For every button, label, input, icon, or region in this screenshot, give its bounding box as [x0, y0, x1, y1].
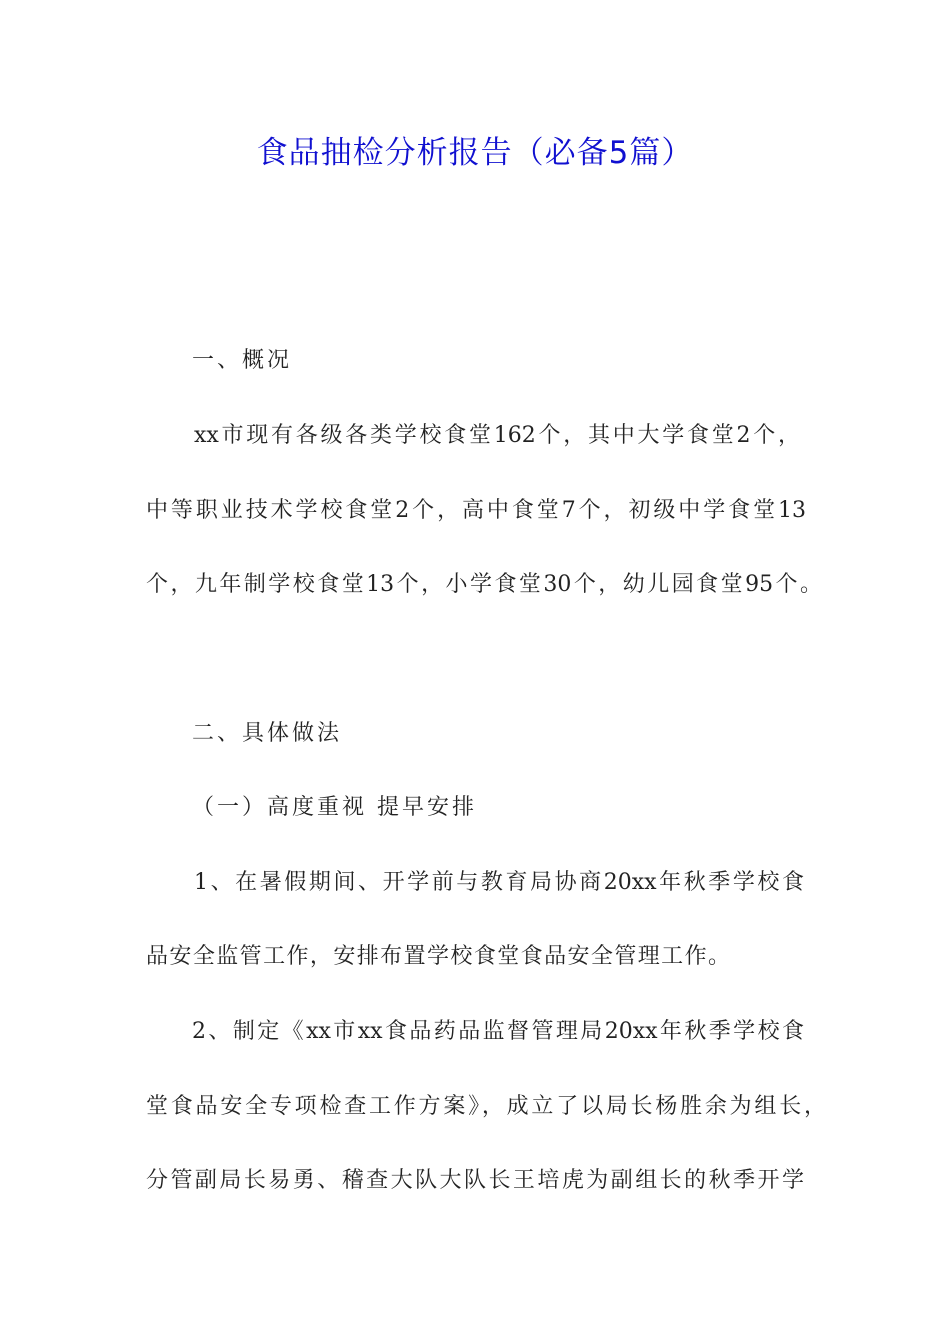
- paragraph-line: xx市现有各级各类学校食堂162个，其中大学食堂2个，: [194, 423, 800, 448]
- subsection-heading: （一）高度重视 提早安排: [192, 795, 477, 820]
- paragraph-line: 2、制定《xx市xx食品药品监督管理局20xx年秋季学校食: [192, 1019, 804, 1044]
- section-heading-overview: 一、概况: [192, 348, 293, 373]
- document-title: 食品抽检分析报告（必备5篇）: [256, 135, 694, 171]
- paragraph-line: 品安全监管工作，安排布置学校食堂食品安全管理工作。: [146, 944, 730, 969]
- paragraph-line: 堂食品安全专项检查工作方案》，成立了以局长杨胜余为组长，: [146, 1094, 826, 1119]
- paragraph-line: 1、在暑假期间、开学前与教育局协商20xx年秋季学校食: [194, 870, 804, 895]
- paragraph-line: 个，九年制学校食堂13个，小学食堂30个，幼儿园食堂95个。: [146, 572, 822, 597]
- paragraph-line: 分管副局长易勇、稽查大队大队长王培虎为副组长的秋季开学: [146, 1168, 804, 1193]
- section-heading-methods: 二、具体做法: [192, 721, 343, 746]
- paragraph-line: 中等职业技术学校食堂2个，高中食堂7个，初级中学食堂13: [146, 498, 806, 523]
